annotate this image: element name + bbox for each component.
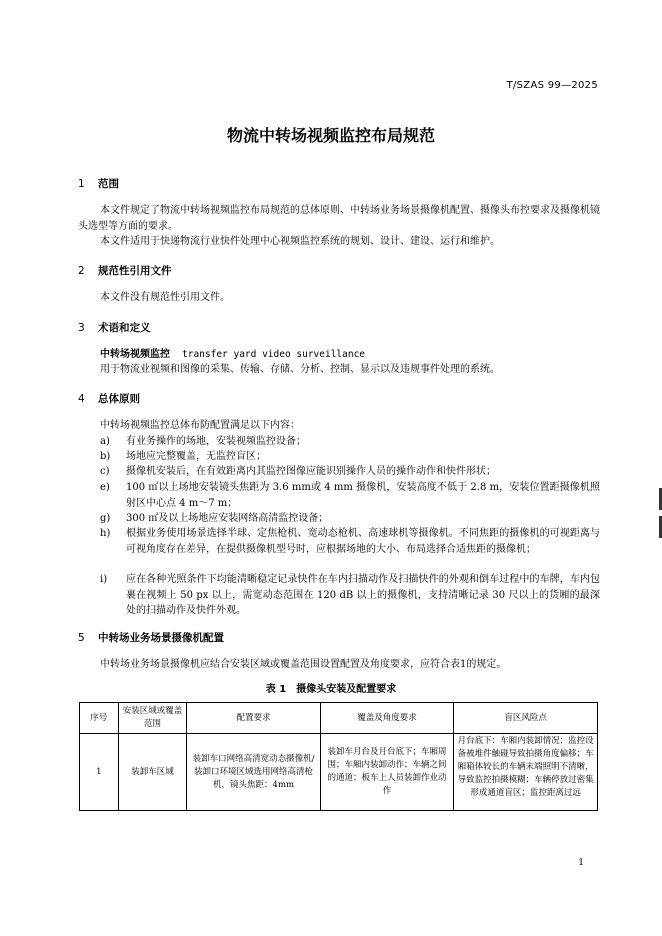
section-1-heading [78,176,119,191]
section-2-heading [78,263,172,278]
camera-requirements-table [79,702,598,811]
section-3-heading [78,320,151,335]
table-caption: 表 1 摄像头安装及配置要求 [265,684,397,695]
column-header-area: 安装区域或覆盖范围 [118,703,187,734]
standard-code: T/SZAS 99—2025 [506,80,598,91]
section-title: 规范性引用文件 [98,265,172,277]
table-row [80,734,598,811]
list-marker: g) [100,513,111,524]
section-title: 中转场业务场景摄像机配置 [98,632,224,644]
section-5-heading [78,630,224,645]
list-marker: c) [100,466,110,477]
list-text: 应在各种光照条件下均能清晰稳定记录快件在车内扫描动作及扫描快件的外观和倒车过程中的车牌，车内包裹在视频上 50 px 以上，需宽动态范围在 120 dB 以上的摄像机，支持清晰记录 30 尺以上的货厢的最深处的扫描动作及快件外观。 [126,574,600,616]
section-1-paragraph-1: 本文件规定了物流中转场视频监控布局规范的总体原则、中转场业务场景摄像机配置、摄像头布控要求及摄像机镜头选型等方面的要求。 [78,205,600,232]
cell-risk: 月台底下：车厢内装卸情况；监控设备被堆件触碰导致拍摄角度偏移；车厢箱体较长的车辆末端照明不清晰，导致监控拍摄模糊；车辆停放过密集形成通道盲区；监控距离过远 [454,734,598,811]
list-item [100,449,600,465]
page-number: 1 [578,858,584,868]
cell-coverage: 装卸车月台及月台底下；车厢周围；车厢内装卸动作；车辆之间的通道；板车上人员装卸作业动作 [320,734,453,811]
cell-no: 1 [80,734,119,811]
list-item [100,572,600,619]
list-marker: a) [100,436,110,447]
list-marker: b) [100,451,111,462]
cell-area: 装卸车区域 [118,734,187,811]
term-chinese: 中转场视频监控 [100,349,170,360]
section-number: 4 [78,393,85,405]
section-title: 范围 [98,178,119,190]
column-header-no: 序号 [80,703,119,734]
section-4-intro: 中转场视频监控总体布防配置满足以下内容： [100,420,300,431]
section-number: 2 [78,265,85,277]
section-2-paragraph-1: 本文件没有规范性引用文件。 [100,292,230,303]
section-4-heading [78,391,140,406]
column-header-config: 配置要求 [187,703,320,734]
document-title: 物流中转场视频监控布局规范 [226,126,435,145]
table-header-row [80,703,598,734]
list-item [100,464,600,480]
section-title: 总体原则 [98,393,140,405]
column-header-risk: 盲区风险点 [454,703,598,734]
section-number: 3 [78,322,85,334]
term-definition: 用于物流业视频和图像的采集、传输、存储、分析、控制、显示以及违规事件处理的系统。 [100,364,500,375]
list-text: 场地应完整覆盖，无监控盲区； [126,451,266,462]
list-text: 100 ㎡以上场地安装镜头焦距为 3.6 mm或 4 mm 摄像机，安装高度不低于 2.8 m，安装位置距摄像机照射区中心点 4 m～7 m； [126,482,600,509]
list-item [100,480,600,511]
cell-config: 装卸车口网络高清宽动态摄像机/装卸口环境区域选用网络高清枪机，镜头焦距：4mm [187,734,320,811]
section-1-paragraph-2: 本文件适用于快递物流行业快件处理中心视频监控系统的规划、设计、建设、运行和维护。 [100,236,500,247]
list-text: 摄像机安装后，在有效距离内其监控图像应能识别操作人员的操作动作和快件形状； [126,466,496,477]
section-title: 术语和定义 [98,322,151,334]
section-5-paragraph-1: 中转场业务场景摄像机应结合安装区域或覆盖范围设置配置及角度要求，应符合表1的规定。 [100,659,507,670]
section-number: 1 [78,178,85,190]
list-text: 300 ㎡及以上场地应安装网络高清监控设备； [126,513,329,524]
list-item [100,511,600,527]
section-number: 5 [78,632,85,644]
list-marker: h) [100,528,111,539]
list-marker: e) [100,482,110,493]
list-text: 有业务操作的场地，安装视频监控设备； [126,436,306,447]
column-header-coverage: 覆盖及角度要求 [320,703,453,734]
list-item [100,434,600,450]
term-entry [100,347,365,363]
list-marker: i) [100,574,108,585]
list-text: 根据业务使用场景选择半球、定焦枪机、宽动态枪机、高速球机等摄像机。不同焦距的摄像机的可视距离与可视角度存在差异，在提供摄像机型号时，应根据场地的大小、布局选择合适焦距的摄像机； [126,528,600,555]
list-item [100,526,600,557]
term-english: transfer yard video surveillance [182,349,366,360]
